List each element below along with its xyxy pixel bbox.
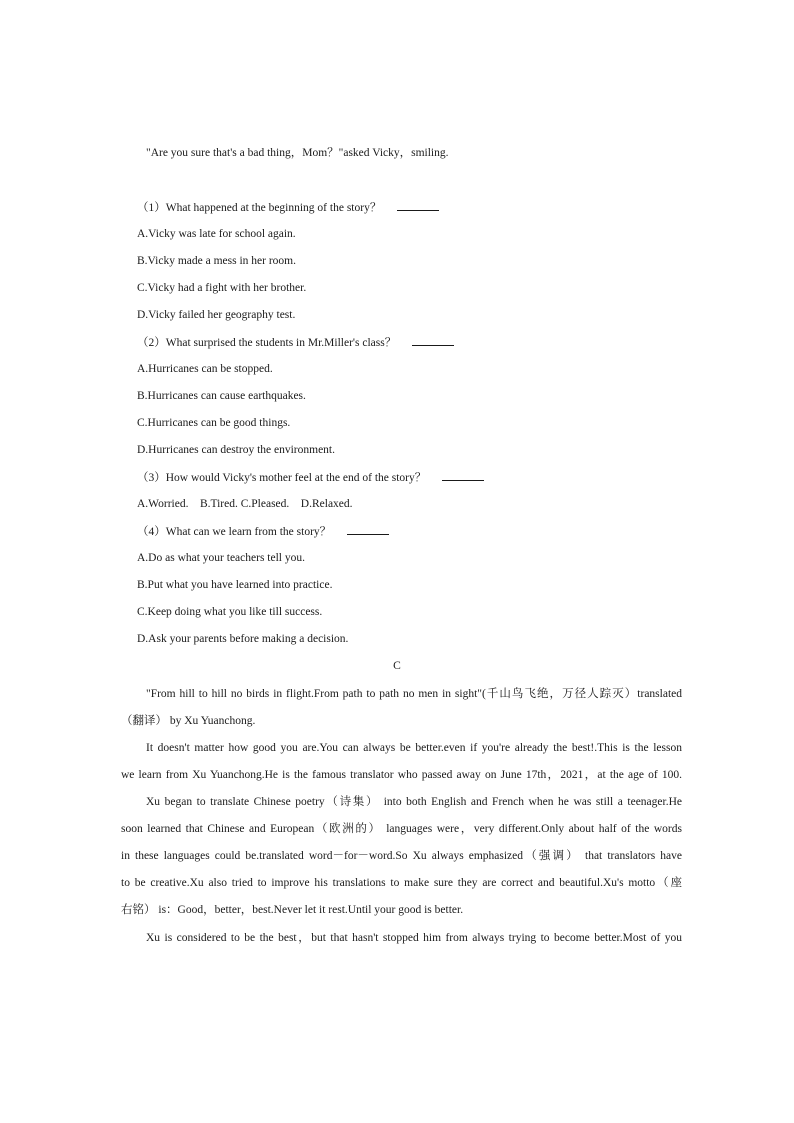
c-p3-line-4: to be creative.Xu also tried to improve his translations to make sure they are correct and beautiful.Xu's motto（座 — [121, 877, 682, 889]
section-c-heading: C — [393, 660, 401, 672]
q2-option-a: A.Hurricanes can be stopped. — [137, 363, 273, 375]
answer-blank-4[interactable] — [347, 524, 389, 535]
q2-option-b: B.Hurricanes can cause earthquakes. — [137, 390, 306, 402]
q1-option-b: B.Vicky made a mess in her room. — [137, 255, 296, 267]
q4-option-a: A.Do as what your teachers tell you. — [137, 552, 305, 564]
q2-option-c: C.Hurricanes can be good things. — [137, 417, 291, 429]
intro-line: "Are you sure that's a bad thing，Mom？"asked Vicky，smiling. — [146, 147, 449, 159]
q2-option-d: D.Hurricanes can destroy the environment. — [137, 444, 335, 456]
question-1-stem: （1）What happened at the beginning of the story？ — [137, 202, 382, 214]
question-3-stem: （3）How would Vicky's mother feel at the end of the story？ — [137, 472, 427, 484]
c-p4-line-1: Xu is considered to be the best，but that hasn't stopped him from always trying to become better.Most of you — [146, 932, 682, 944]
c-p2-line-2: we learn from Xu Yuanchong.He is the famous translator who passed away on June 17th，2021，at the age of 100. — [121, 769, 682, 781]
question-4-stem: （4）What can we learn from the story？ — [137, 526, 332, 538]
c-p2-line-1: It doesn't matter how good you are.You can always be better.even if you're already the best!.This is the lesson — [146, 742, 682, 754]
answer-blank-3[interactable] — [442, 470, 484, 481]
q3-options: A.Worried. B.Tired. C.Pleased. D.Relaxed. — [137, 498, 353, 510]
question-4 — [137, 524, 389, 539]
q1-option-d: D.Vicky failed her geography test. — [137, 309, 296, 321]
q4-option-c: C.Keep doing what you like till success. — [137, 606, 323, 618]
q4-option-d: D.Ask your parents before making a decision. — [137, 633, 349, 645]
question-3 — [137, 470, 484, 485]
c-p3-line-2: soon learned that Chinese and European（欧洲的） languages were，very different.Only about half of the words — [121, 823, 682, 835]
answer-blank-2[interactable] — [412, 335, 454, 346]
question-2 — [137, 335, 454, 350]
c-p3-line-1: Xu began to translate Chinese poetry（诗集） into both English and French when he was still a teenager.He — [146, 796, 682, 808]
question-1 — [137, 200, 439, 215]
q1-option-a: A.Vicky was late for school again. — [137, 228, 296, 240]
c-p1-line-1: "From hill to hill no birds in flight.From path to path no men in sight"(千山鸟飞绝，万径人踪灭）translated — [146, 688, 682, 700]
answer-blank-1[interactable] — [397, 200, 439, 211]
question-2-stem: （2）What surprised the students in Mr.Miller's class？ — [137, 337, 397, 349]
q1-option-c: C.Vicky had a fight with her brother. — [137, 282, 307, 294]
c-p3-line-3: in these languages could be.translated word－for－word.So Xu always emphasized（强调） that translators have — [121, 850, 682, 862]
c-p1-line-2: （翻译） by Xu Yuanchong. — [121, 715, 256, 727]
q4-option-b: B.Put what you have learned into practice. — [137, 579, 333, 591]
c-p3-line-5: 右铭） is：Good，better，best.Never let it rest.Until your good is better. — [121, 904, 464, 916]
